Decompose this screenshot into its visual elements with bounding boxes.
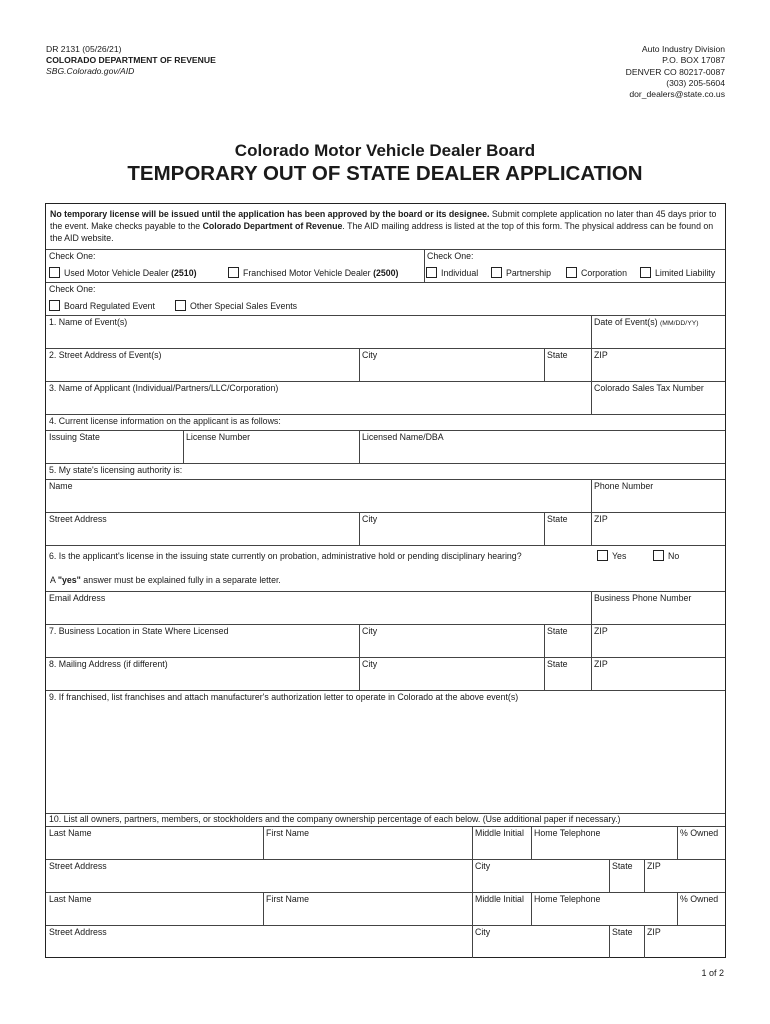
owner1-pct-owned-field[interactable]: % Owned [680, 828, 719, 838]
franchises-field[interactable]: 9. If franchised, list franchises and attach manufacturer's authorization letter to operate in Colorado at the above event(s) [49, 692, 519, 702]
form-header-left [46, 44, 216, 77]
check-one-entity-label: Check One: [427, 251, 474, 261]
owner2-city-field[interactable]: City [475, 927, 491, 937]
business-location-field[interactable]: 7. Business Location in State Where Licensed [49, 626, 229, 636]
owner1-street-field[interactable]: Street Address [49, 861, 107, 871]
division-phone: (303) 205-5604 [666, 77, 725, 88]
mailing-address-field[interactable]: 8. Mailing Address (if different) [49, 659, 168, 669]
page-title: TEMPORARY OUT OF STATE DEALER APPLICATION [127, 162, 643, 185]
yes-note-post: answer must be explained fully in a separate letter. [80, 575, 281, 585]
event-date-label: Date of Event(s) [594, 317, 658, 327]
option-franchised-dealer[interactable] [228, 267, 399, 278]
mailing-city-field[interactable]: City [362, 659, 378, 669]
corporation-label: Corporation [581, 268, 627, 278]
application-form [45, 203, 726, 958]
owner2-home-telephone-field[interactable]: Home Telephone [534, 894, 601, 904]
division-email[interactable]: dor_dealers@state.co.us [629, 89, 725, 100]
email-address-field[interactable]: Email Address [49, 593, 106, 603]
option-yes[interactable] [597, 550, 626, 561]
authority-name-field[interactable]: Name [49, 481, 73, 491]
issuing-state-field[interactable]: Issuing State [49, 432, 100, 442]
individual-checkbox[interactable] [426, 267, 437, 278]
divider [46, 892, 725, 893]
divider [46, 282, 725, 283]
event-state-field[interactable]: State [547, 350, 568, 360]
authority-state-field[interactable]: State [547, 514, 568, 524]
board-regulated-label: Board Regulated Event [64, 301, 155, 311]
city-state-zip: DENVER CO 80217-0087 [625, 66, 725, 77]
form-header-right [626, 44, 725, 100]
owner1-home-telephone-field[interactable]: Home Telephone [534, 828, 601, 838]
owner1-first-name-field[interactable]: First Name [266, 828, 310, 838]
option-partnership[interactable] [491, 267, 551, 278]
page-number: 1 of 2 [701, 968, 724, 978]
event-street-field[interactable]: 2. Street Address of Event(s) [49, 350, 162, 360]
events-name-field[interactable]: 1. Name of Event(s) [49, 317, 128, 327]
owner2-state-field[interactable]: State [612, 927, 633, 937]
used-dealer-label: Used Motor Vehicle Dealer [64, 268, 172, 278]
llc-label: Limited Liability [655, 268, 716, 278]
owner2-first-name-field[interactable]: First Name [266, 894, 310, 904]
department-name: COLORADO DEPARTMENT OF REVENUE [46, 55, 216, 65]
division-name: Auto Industry Division [641, 44, 725, 54]
owner2-pct-owned-field[interactable]: % Owned [680, 894, 719, 904]
licensing-authority-heading: 5. My state's licensing authority is: [49, 465, 183, 475]
authority-phone-field[interactable]: Phone Number [594, 481, 654, 491]
other-special-checkbox[interactable] [175, 300, 186, 311]
owner1-middle-initial-field[interactable]: Middle Initial [475, 828, 524, 838]
no-label: No [668, 551, 680, 561]
check-one-event-label: Check One: [49, 284, 96, 294]
mailing-zip-field[interactable]: ZIP [594, 659, 608, 669]
divider [46, 249, 725, 250]
check-one-license-label: Check One: [49, 251, 96, 261]
mailing-state-field[interactable]: State [547, 659, 568, 669]
individual-label: Individual [441, 268, 479, 278]
option-corporation[interactable] [566, 267, 627, 278]
license-info-heading: 4. Current license information on the applicant is as follows: [49, 416, 281, 426]
business-zip-field[interactable]: ZIP [594, 626, 608, 636]
corporation-checkbox[interactable] [566, 267, 577, 278]
option-llc[interactable] [640, 267, 715, 278]
owner2-middle-initial-field[interactable]: Middle Initial [475, 894, 524, 904]
franchised-dealer-code: (2500) [373, 268, 399, 278]
business-city-field[interactable]: City [362, 626, 378, 636]
event-date-field[interactable] [591, 315, 702, 331]
license-number-field[interactable]: License Number [186, 432, 251, 442]
yes-note-pre: A [50, 575, 58, 585]
yes-checkbox[interactable] [597, 550, 608, 561]
partnership-checkbox[interactable] [491, 267, 502, 278]
website-link[interactable]: SBG.Colorado.gov/AID [46, 66, 135, 76]
owner1-state-field[interactable]: State [612, 861, 633, 871]
owner2-last-name-field[interactable]: Last Name [49, 894, 92, 904]
business-phone-field[interactable]: Business Phone Number [594, 593, 692, 603]
instructions-text-1: Submit complete application no later than 45 days prior to the event. Make checks payable to the [50, 209, 717, 232]
instructions-text-2: . The AID mailing address is listed at the top of this form. The physical address can be found on the AID website. [50, 221, 714, 244]
event-city-field[interactable]: City [362, 350, 378, 360]
divider [46, 512, 725, 513]
option-other-special[interactable] [175, 300, 297, 311]
form-id: DR 2131 (05/26/21) [46, 44, 122, 54]
po-box: P.O. BOX 17087 [662, 55, 725, 66]
probation-question: 6. Is the applicant's license in the issuing state currently on probation, administrative hold or pending disciplinary hearing? [49, 551, 522, 561]
business-state-field[interactable]: State [547, 626, 568, 636]
franchised-dealer-checkbox[interactable] [228, 267, 239, 278]
owner1-city-field[interactable]: City [475, 861, 491, 871]
licensed-name-field[interactable]: Licensed Name/DBA [362, 432, 444, 442]
option-used-dealer[interactable] [49, 267, 197, 278]
other-special-label: Other Special Sales Events [190, 301, 298, 311]
used-dealer-code: (2510) [171, 268, 197, 278]
owner1-zip-field[interactable]: ZIP [647, 861, 661, 871]
option-no[interactable] [653, 550, 679, 561]
owners-heading: 10. List all owners, partners, members, or stockholders and the company ownership percentage of each below. (Use additional paper if necessary.) [49, 814, 621, 824]
yes-explanation-note [47, 573, 284, 588]
event-date-format: (MM/DD/YY) [660, 320, 699, 327]
divider [46, 545, 725, 546]
sales-tax-field[interactable]: Colorado Sales Tax Number [594, 383, 704, 393]
board-regulated-checkbox[interactable] [49, 300, 60, 311]
applicant-name-field[interactable]: 3. Name of Applicant (Individual/Partners/LLC/Corporation) [49, 383, 279, 393]
authority-street-field[interactable]: Street Address [49, 514, 107, 524]
yes-note-bold: "yes" [57, 575, 81, 585]
option-board-regulated[interactable] [49, 300, 155, 311]
owner2-zip-field[interactable]: ZIP [647, 927, 661, 937]
no-checkbox[interactable] [653, 550, 664, 561]
instructions-bold-1: No temporary license will be issued until the application has been approved by the board or its designee. [50, 209, 490, 219]
authority-city-field[interactable]: City [362, 514, 378, 524]
yes-label: Yes [612, 551, 627, 561]
llc-checkbox[interactable] [640, 267, 651, 278]
option-individual[interactable] [426, 267, 478, 278]
instructions-bold-2: Colorado Department of Revenue [202, 221, 343, 232]
owner2-street-field[interactable]: Street Address [49, 927, 107, 937]
board-title: Colorado Motor Vehicle Dealer Board [234, 141, 536, 160]
owner1-last-name-field[interactable]: Last Name [49, 828, 92, 838]
event-zip-field[interactable]: ZIP [594, 350, 608, 360]
authority-zip-field[interactable]: ZIP [594, 514, 608, 524]
used-dealer-checkbox[interactable] [49, 267, 60, 278]
instructions-paragraph [50, 208, 722, 245]
franchised-dealer-label: Franchised Motor Vehicle Dealer [243, 268, 374, 278]
partnership-label: Partnership [506, 268, 551, 278]
